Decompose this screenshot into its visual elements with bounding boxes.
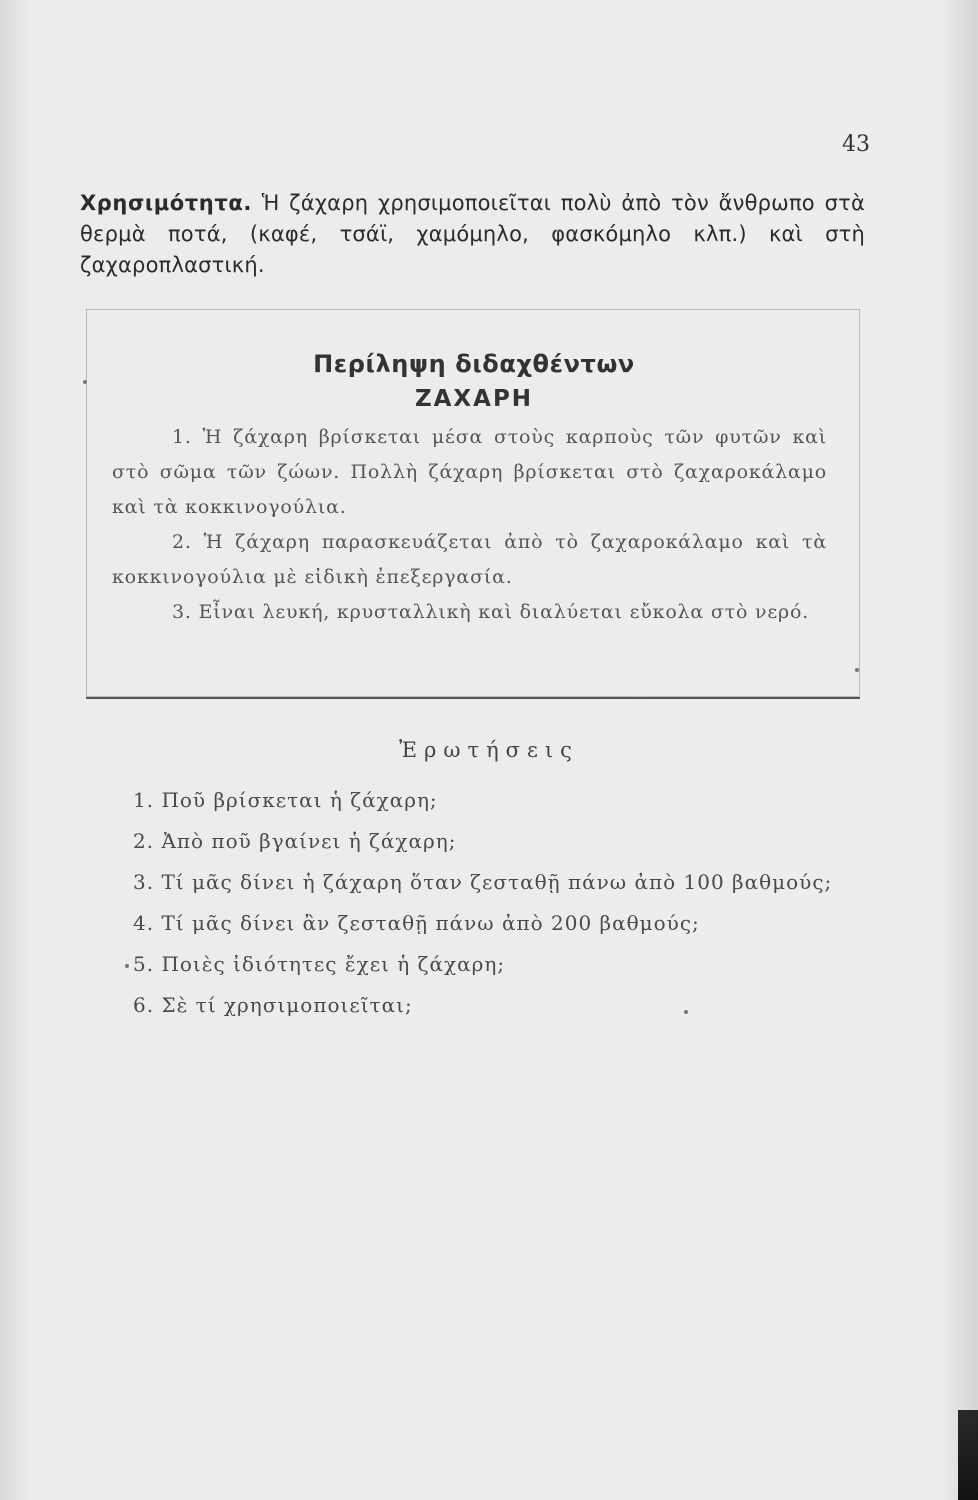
summary-box <box>86 309 860 697</box>
usage-paragraph <box>80 188 865 281</box>
summary-title: Περίληψη διδαχθέντων <box>313 350 635 378</box>
paper-speck <box>855 668 859 672</box>
summary-item: 2. Ἡ ζάχαρη παρασκευάζεται ἀπὸ τὸ ζαχαροκάλαμο καὶ τὰ κοκκινογούλια μὲ εἰδικὴ ἐπεξεργασία. <box>112 531 827 588</box>
questions-title: Ἐρωτήσεις <box>399 738 579 762</box>
summary-subtitle: ΖΑΧΑΡΗ <box>414 386 534 412</box>
page-number: 43 <box>842 132 870 157</box>
paper-speck <box>83 380 87 384</box>
question-item: 4. Τί μᾶς δίνει ἂν ζεσταθῇ πάνω ἀπὸ 200 βαθμούς; <box>133 911 700 935</box>
question-item: 2. Ἀπὸ ποῦ βγαίνει ἡ ζάχαρη; <box>133 829 457 853</box>
question-item: 3. Τί μᾶς δίνει ἡ ζάχαρη ὅταν ζεσταθῇ πάνω ἀπὸ 100 βαθμούς; <box>133 870 833 894</box>
page-edge-shadow <box>958 1410 978 1500</box>
usage-heading: Χρησιμότητα. <box>80 191 252 215</box>
summary-item: 1. Ἡ ζάχαρη βρίσκεται μέσα στοὺς καρποὺς τῶν φυτῶν καὶ στὸ σῶμα τῶν ζώων. Πολλὴ ζάχαρη βρίσκεται στὸ ζαχαροκάλαμο καὶ τὰ κοκκινογούλια. <box>112 426 827 518</box>
summary-text <box>112 420 827 630</box>
paper-speck <box>125 964 129 968</box>
paper-speck <box>684 1010 688 1014</box>
questions-list <box>133 780 893 1026</box>
section-divider <box>86 697 860 699</box>
question-item: 5. Ποιὲς ἰδιότητες ἔχει ἡ ζάχαρη; <box>133 952 506 976</box>
usage-text: Ἡ ζάχαρη χρησιμοποιεῖται πολὺ ἀπὸ τὸν ἄνθρωπο στὰ θερμὰ ποτά, (καφέ, τσάϊ, χαμόμηλο, φασκόμηλο κλπ.) καὶ στὴ ζαχαροπλαστική. <box>80 191 865 277</box>
question-item: 6. Σὲ τί χρησιμοποιεῖται; <box>133 993 413 1017</box>
summary-item: 3. Εἶναι λευκή, κρυσταλλικὴ καὶ διαλύεται εὔκολα στὸ νερό. <box>172 601 810 623</box>
question-item: 1. Ποῦ βρίσκεται ἡ ζάχαρη; <box>133 788 438 812</box>
